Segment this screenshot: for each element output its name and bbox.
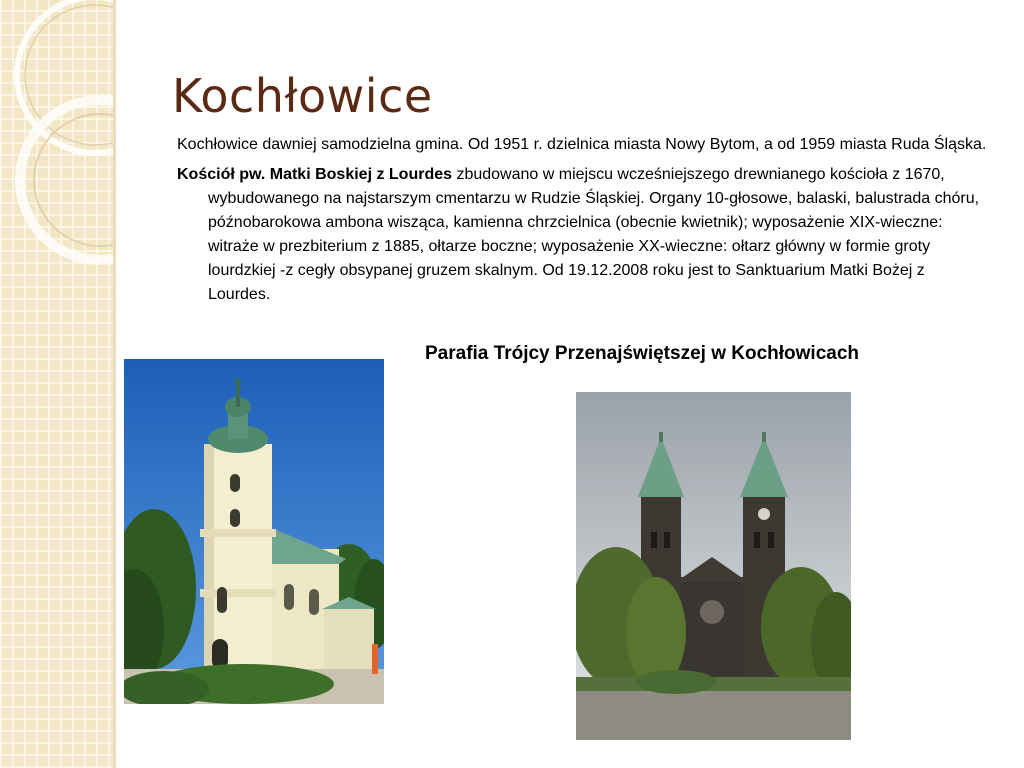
intro-paragraph: Kochłowice dawniej samodzielna gmina. Od 1951 r. dzielnica miasta Nowy Bytom, a od 1959 miasta Ruda Śląska.: [177, 136, 987, 153]
parish-caption: Parafia Trójcy Przenajświętszej w Kochłowicach: [425, 343, 860, 364]
slide-title: Kochłowice: [172, 69, 433, 123]
church-description: zbudowano w miejscu wcześniejszego drewnianego kościoła z 1670, wybudowanego na najstarszym cmentarzu w Rudzie Śląskiej. Organy 10-głosowe, balaski, balustrada chóru, późnobarokowa ambona wisząca, kamienna chrzcielnica (obecnie kwietnik); wyposażenie XIX-wieczne: witraże w prezbiterium z 1885, ołtarze boczne; wyposażenie XX-wieczne: ołtarz główny w formie groty lourdzkiej -z cegły obsypanej gruzem skalnym. Od 19.12.2008 roku jest to Sanktuarium Matki Bożej z Lourdes.: [208, 166, 980, 303]
church-name: Kościół pw. Matki Boskiej z Lourdes: [177, 166, 453, 183]
church-photo-lourdes: [124, 359, 384, 704]
church-paragraph: [177, 163, 987, 307]
sidebar-divider: [113, 0, 116, 768]
sidebar-circles: [0, 0, 113, 768]
decorative-sidebar: [0, 0, 113, 768]
slide-body: [177, 133, 987, 313]
church-photo-holy-trinity: [576, 392, 851, 740]
